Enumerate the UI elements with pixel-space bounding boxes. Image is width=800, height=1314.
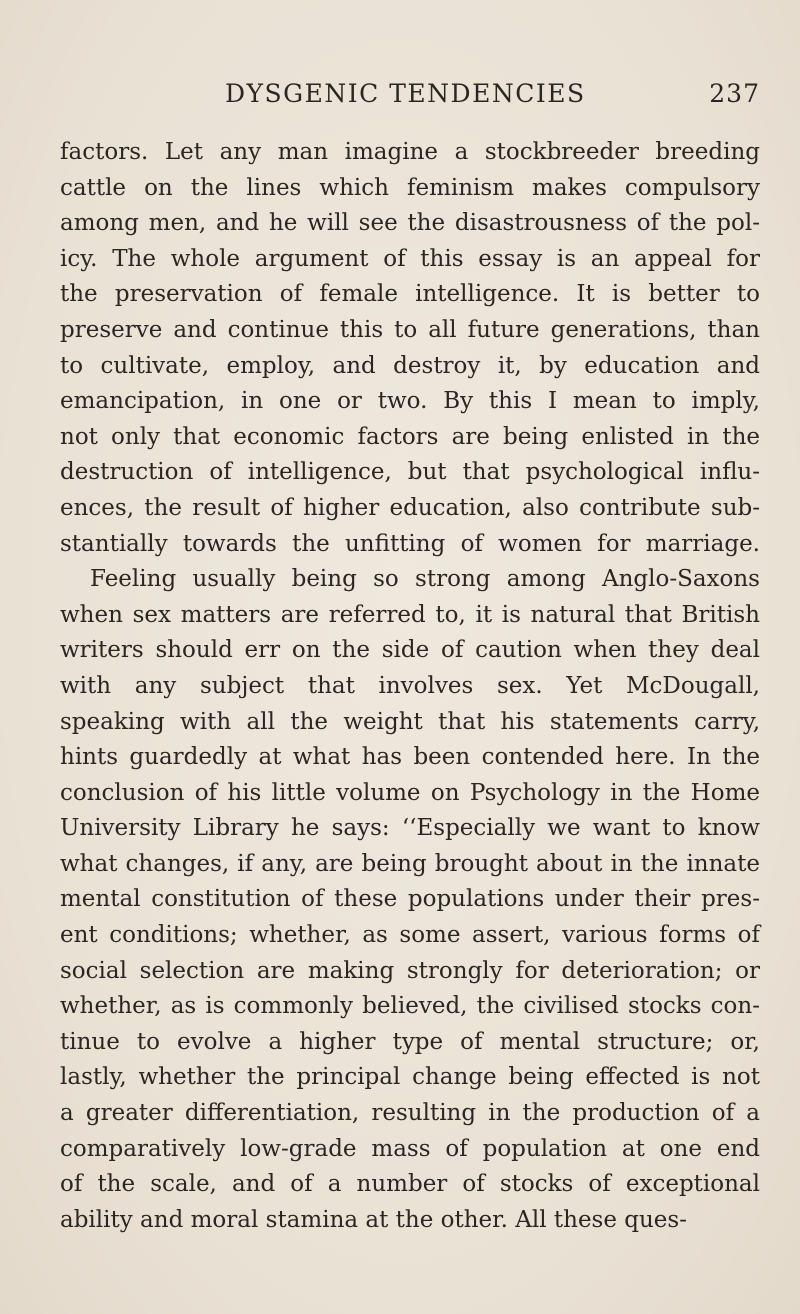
text-line: ent conditions; whether, as some assert, various forms of (60, 922, 760, 949)
page-header (60, 76, 760, 112)
text-line: preserve and continue this to all future generations, than (60, 316, 760, 343)
text-line: factors. Let any man imagine a stockbreeder breeding (60, 139, 760, 165)
text-line: stantially towards the unfitting of women for marriage. (60, 530, 760, 557)
text-line: the preservation of female intelligence. It is better to (60, 281, 760, 308)
text-line: speaking with all the weight that his statements carry, (60, 708, 760, 735)
text-line: not only that economic factors are being enlisted in the (60, 423, 760, 450)
text-line: to cultivate, employ, and destroy it, by education and (60, 352, 760, 379)
page-number: 237 (709, 79, 760, 108)
text-line: conclusion of his little volume on Psychology in the Home (60, 779, 760, 806)
text-line: among men, and he will see the disastrousness of the pol- (60, 210, 760, 237)
running-head: DYSGENIC TENDENCIES (225, 79, 586, 108)
text-line: a greater differentiation, resulting in the production of a (60, 1100, 760, 1127)
text-line: tinue to evolve a higher type of mental structure; or, (60, 1028, 760, 1055)
text-line: emancipation, in one or two. By this I mean to imply, (60, 388, 760, 415)
text-line: when sex matters are referred to, it is natural that British (60, 601, 760, 628)
text-line: with any subject that involves sex. Yet McDougall, (60, 672, 760, 699)
text-line: ability and moral stamina at the other. All these ques- (60, 1206, 687, 1233)
text-line: what changes, if any, are being brought about in the innate (60, 850, 760, 877)
text-line: comparatively low-grade mass of population at one end (60, 1135, 760, 1162)
text-line: cattle on the lines which feminism makes compulsory (60, 174, 760, 201)
text-line: icy. The whole argument of this essay is an appeal for (60, 245, 760, 272)
text-line: of the scale, and of a number of stocks of exceptional (60, 1171, 760, 1198)
text-line: Feeling usually being so strong among Anglo-Saxons (90, 566, 760, 593)
text-line: writers should err on the side of caution when they deal (60, 637, 760, 664)
text-line: ences, the result of higher education, also contribute sub- (60, 494, 760, 521)
body-text (60, 135, 760, 1238)
text-line: destruction of intelligence, but that psychological influ- (60, 459, 760, 486)
text-line: whether, as is commonly believed, the civilised stocks con- (60, 993, 760, 1020)
text-line: hints guardedly at what has been contended here. In the (60, 744, 760, 771)
text-line: social selection are making strongly for deterioration; or (60, 957, 760, 984)
text-line: University Library he says: ‘‘Especially we want to know (60, 815, 760, 842)
text-line: lastly, whether the principal change being effected is not (60, 1064, 760, 1091)
text-line: mental constitution of these populations under their pres- (60, 886, 760, 913)
